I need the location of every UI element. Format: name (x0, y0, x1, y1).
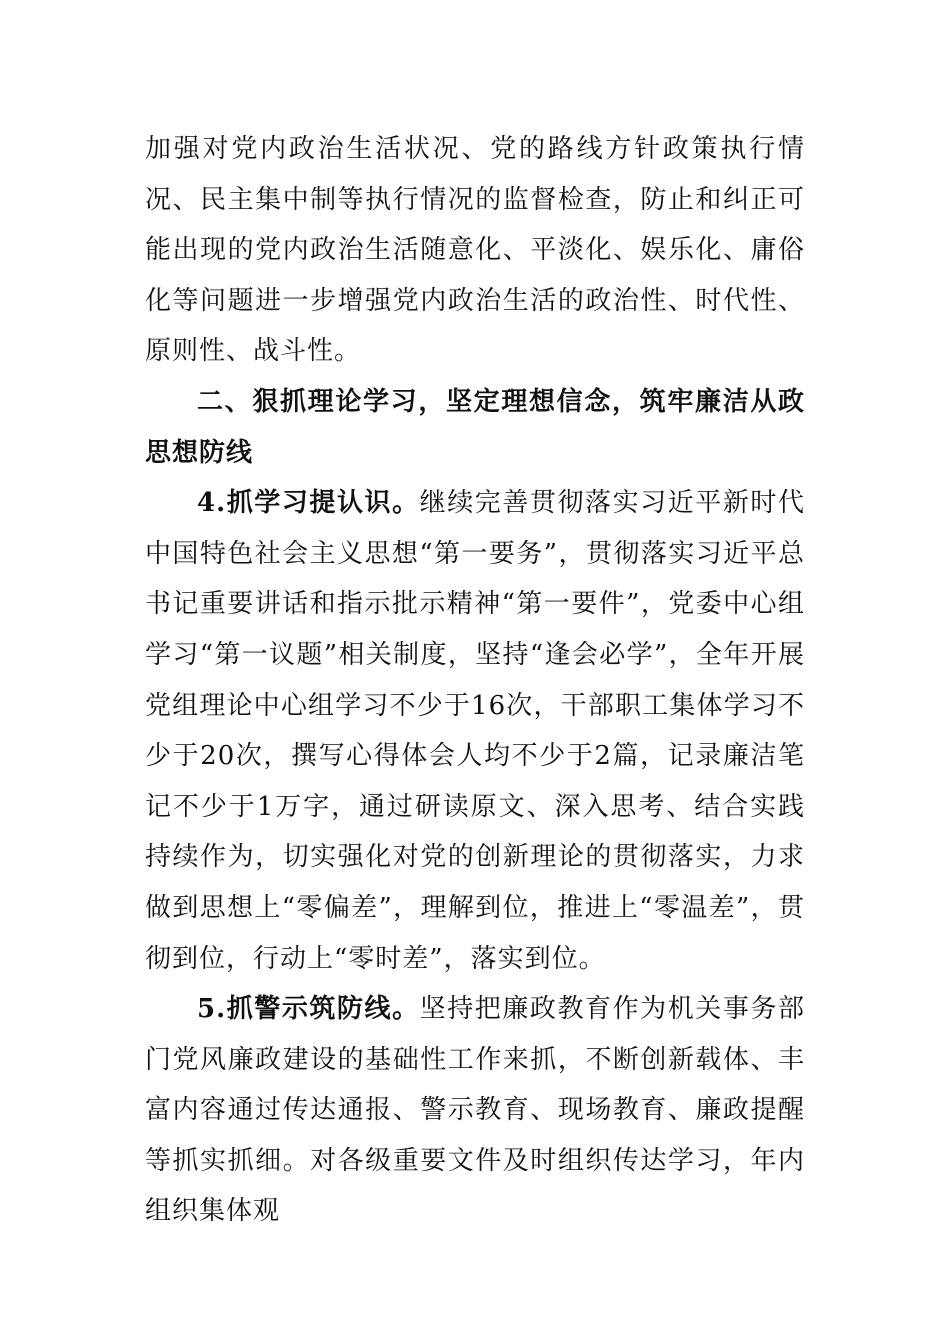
document-page (145, 124, 805, 1237)
section-heading: 二、狠抓理论学习，坚定理想信念，筑牢廉洁从政思想防线 (145, 386, 805, 468)
paragraph-item-5 (145, 984, 805, 1237)
paragraph-continuation: 加强对党内政治生活状况、党的路线方针政策执行情况、民主集中制等执行情况的监督检查，防止和纠正可能出现的党内政治生活随意化、平淡化、娱乐化、庸俗化等问题进一步增强党内政治生活的政治性、时代性、原则性、战斗性。 (145, 134, 805, 367)
paragraph-item-4 (145, 478, 805, 984)
item-5-body: 坚持把廉政教育作为机关事务部门党风廉政建设的基础性工作来抓，不断创新载体、丰富内容通过传达通报、警示教育、现场教育、廉政提醒等抓实抓细。对各级重要文件及时组织传达学习，年内组织集体观 (145, 994, 805, 1227)
item-5-lead: 5.抓警示筑防线。 (197, 994, 420, 1025)
item-4-body: 继续完善贯彻落实习近平新时代中国特色社会主义思想“第一要务”，贯彻落实习近平总书记重要讲话和指示批示精神“第一要件”，党委中心组学习“第一议题”相关制度，坚持“逢会必学”，全年开展党组理论中心组学习不少于16次，干部职工集体学习不少于20次，撰写心得体会人均不少于2篇，记录廉洁笔记不少于1万字，通过研读原文、深入思考、结合实践持续作为，切实强化对党的创新理论的贯彻落实，力求做到思想上“零偏差”，理解到位，推进上“零温差”，贯彻到位，行动上“零时差”，落实到位。 (145, 488, 805, 974)
item-4-lead: 4.抓学习提认识。 (197, 488, 420, 519)
